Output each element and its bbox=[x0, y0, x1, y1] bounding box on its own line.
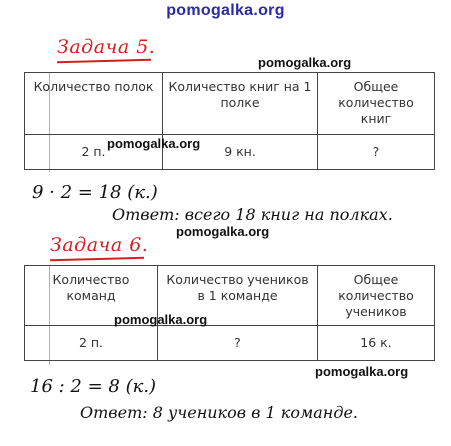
table-value-cell: 2 п. bbox=[25, 326, 158, 361]
site-header-watermark: pomogalka.org bbox=[166, 2, 285, 19]
watermark: pomogalka.org bbox=[114, 312, 208, 327]
task-5-solution: 9 · 2 = 18 (к.) bbox=[32, 182, 158, 203]
task-5-table bbox=[24, 72, 435, 170]
table-value-cell: ? bbox=[318, 135, 435, 170]
table-header-cell: Количество учеников в 1 команде bbox=[158, 266, 318, 326]
table-header-cell: Количество полок bbox=[25, 73, 163, 135]
task-6-solution: 16 : 2 = 8 (к.) bbox=[30, 376, 157, 397]
task-6-table bbox=[24, 265, 435, 361]
task-5-answer: Ответ: всего 18 книг на полках. bbox=[112, 205, 393, 224]
task-6-title: Задача 6. bbox=[50, 234, 149, 256]
table-header-cell: Количество книг на 1 полке bbox=[163, 73, 318, 135]
watermark: pomogalka.org bbox=[315, 364, 409, 379]
table-value-cell: 9 кн. bbox=[163, 135, 318, 170]
task-5-title: Задача 5. bbox=[57, 36, 156, 58]
table-header-cell: Количество команд bbox=[25, 266, 158, 326]
table-value-cell: ? bbox=[158, 326, 318, 361]
watermark: pomogalka.org bbox=[107, 136, 201, 151]
table-value-cell: 16 к. bbox=[318, 326, 435, 361]
table-header-cell: Общее количество книг bbox=[318, 73, 435, 135]
task-6-answer: Ответ: 8 учеников в 1 команде. bbox=[80, 403, 359, 422]
table-header-cell: Общее количество учеников bbox=[318, 266, 435, 326]
watermark: pomogalka.org bbox=[176, 224, 270, 239]
watermark: pomogalka.org bbox=[258, 55, 352, 70]
table-value-cell: 2 п. bbox=[25, 135, 163, 170]
